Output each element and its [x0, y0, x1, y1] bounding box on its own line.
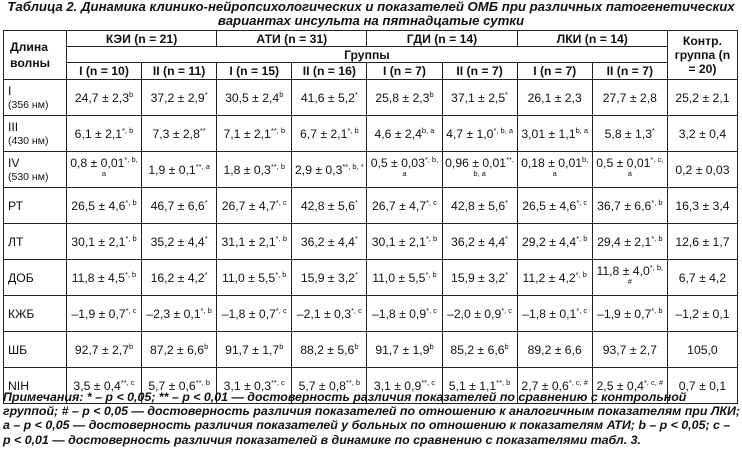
value-cell: 25,2 ± 2,1: [667, 80, 737, 116]
significance-marker: *: [354, 89, 358, 99]
significance-marker: *, b: [275, 233, 287, 243]
significance-marker: *, b: [651, 197, 663, 207]
value-cell: $29,4 \pm 2,1^{*, b}$: [592, 224, 667, 260]
value-cell: $7,1 \pm 2,1^{**, b}$: [217, 116, 292, 152]
significance-marker: **, b: [496, 377, 511, 387]
value-cell: 89,2 ± 6,6: [517, 332, 592, 368]
subgroup-header: I (n = 7): [517, 63, 592, 80]
table-row: [4, 116, 738, 152]
value-cell: 27,7 ± 2,8: [592, 80, 667, 116]
value-cell: $-1,9 \pm 0,7^{*, b}$: [592, 296, 667, 332]
significance-marker: *, b: [125, 233, 137, 243]
value-cell: $0,5 \pm 0,01^{*, c, a}$: [592, 152, 667, 188]
table-row: [4, 188, 738, 224]
value-cell: $11,2 \pm 4,2^{*, b}$: [517, 260, 592, 296]
value-cell: $2,9 \pm 0,3^{**, b, *}$: [292, 152, 367, 188]
significance-marker: **, b: [195, 377, 210, 387]
table-caption: Таблица 2. Динамика клинико-нейропсихологических и показателей ОМБ при различных патогенетических вариантах инсульта на пятнадцатые сутки: [7, 0, 735, 28]
significance-marker: b, a: [552, 154, 589, 178]
value-cell: $-1,8 \pm 0,1^{*, c}$: [517, 296, 592, 332]
value-cell: $11,0 \pm 5,5^{*, b}$: [217, 260, 292, 296]
value-cell: $11,8 \pm 4,0^{*, b, \#}$: [592, 260, 667, 296]
significance-marker: *, c: [350, 305, 362, 315]
significance-marker: *, b: [575, 269, 587, 279]
value-cell: 5,8 ± 1,3*: [592, 116, 667, 152]
subgroup-header: I (n = 10): [66, 63, 141, 80]
value-cell: 88,2 ± 5,6$^b$: [292, 332, 367, 368]
significance-marker: *, b: [124, 269, 137, 279]
row-label: NIH: [4, 368, 67, 404]
significance-marker: *, c: [426, 305, 437, 315]
significance-marker: *: [505, 89, 509, 99]
significance-marker: b, a: [421, 125, 435, 135]
value-cell: $6,7 \pm 2,1^{*, b}$: [292, 116, 367, 152]
significance-marker: *, c, a: [627, 154, 664, 178]
value-cell: $2,5 \pm 0,4^{*, c, \#}$: [592, 368, 667, 404]
subgroup-header: II (n = 7): [592, 63, 667, 80]
row-label: ДОБ: [4, 260, 67, 296]
significance-marker: *, b: [651, 305, 663, 315]
row-label: IV (530 нм): [4, 152, 67, 188]
value-cell: 87,2 ± 6,6$^b$: [142, 332, 217, 368]
value-cell: 91,7 ± 1,7$^b$: [217, 332, 292, 368]
significance-marker: b, a: [575, 125, 589, 135]
value-cell: $11,8 \pm 4,5^{*, b}$: [66, 260, 141, 296]
significance-marker: **, c: [120, 377, 135, 387]
significance-marker: **: [199, 125, 206, 135]
value-cell: 36,2 ± 4,4*: [292, 224, 367, 260]
value-cell: 85,2 ± 6,6$^b$: [442, 332, 517, 368]
value-cell: 37,2 ± 2,9*: [142, 80, 217, 116]
value-cell: $3,1 \pm 0,9^{**, c}$: [367, 368, 442, 404]
value-cell: $36,7 \pm 6,6^{*, b}$: [592, 188, 667, 224]
significance-marker: *, c: [125, 305, 137, 315]
value-cell: –1,2 ± 0,1: [667, 296, 737, 332]
value-cell: 93,7 ± 2,7: [592, 332, 667, 368]
significance-marker: *, c: [275, 197, 287, 207]
significance-marker: *, b, #: [627, 262, 664, 286]
significance-marker: *: [204, 197, 208, 207]
significance-marker: b: [128, 89, 134, 99]
significance-marker: **, a: [195, 161, 210, 171]
significance-marker: *: [354, 197, 358, 207]
significance-marker: b: [128, 341, 134, 351]
data-table: [3, 30, 738, 404]
significance-marker: b: [204, 341, 209, 351]
significance-marker: *: [652, 125, 655, 135]
variant-header: КЭИ (n = 21): [66, 31, 216, 47]
value-cell: 3,2 ± 0,4: [667, 116, 737, 152]
value-cell: $26,7 \pm 4,7^{*, c}$: [367, 188, 442, 224]
value-cell: 16,3 ± 3,4: [667, 188, 737, 224]
significance-marker: *, b, a: [101, 154, 138, 178]
value-cell: 105,0: [667, 332, 737, 368]
subgroup-header: I (n = 15): [217, 63, 292, 80]
row-label: РТ: [4, 188, 67, 224]
significance-marker: b: [279, 89, 284, 99]
value-cell: $3,5 \pm 0,4^{**, c}$: [66, 368, 141, 404]
value-cell: $26,5 \pm 4,6^{*, b}$: [66, 188, 141, 224]
value-cell: 25,8 ± 2,3$^b$: [367, 80, 442, 116]
significance-marker: **, b: [345, 377, 361, 387]
table-row: [4, 80, 738, 116]
value-cell: $3,1 \pm 0,3^{**, c}$: [217, 368, 292, 404]
significance-marker: b: [429, 89, 434, 99]
value-cell: $-2,0 \pm 0,9^{*, c}$: [442, 296, 517, 332]
value-cell: $-1,9 \pm 0,7^{*, c}$: [66, 296, 141, 332]
value-cell: 24,7 ± 2,3$^b$: [66, 80, 141, 116]
value-cell: $1,9 \pm 0,1^{**, a}$: [142, 152, 217, 188]
table-row: [4, 296, 738, 332]
value-cell: 37,1 ± 2,5*: [442, 80, 517, 116]
table-row: [4, 224, 738, 260]
value-cell: 0,7 ± 0,1: [667, 368, 737, 404]
variant-header: АТИ (n = 31): [217, 31, 367, 47]
significance-marker: *, b, a: [402, 154, 439, 178]
value-cell: $11,0 \pm 5,5^{*, b}$: [367, 260, 442, 296]
significance-marker: b: [429, 341, 434, 351]
subgroup-header: II (n = 11): [142, 63, 217, 80]
table-row: [4, 332, 738, 368]
significance-marker: *, b: [347, 125, 359, 135]
significance-marker: *, c: [501, 305, 513, 315]
row-label: ЛТ: [4, 224, 67, 260]
significance-marker: *: [505, 197, 509, 207]
subgroup-header: II (n = 16): [292, 63, 367, 80]
value-cell: $4,6 \pm 2,4^{b, a}$: [367, 116, 442, 152]
value-cell: 42,8 ± 5,6*: [442, 188, 517, 224]
subgroup-header: I (n = 7): [367, 63, 442, 80]
value-cell: 12,6 ± 1,7: [667, 224, 737, 260]
row-label: III (430 нм): [4, 116, 67, 152]
significance-marker: *, c, #: [643, 377, 664, 387]
value-cell: $5,1 \pm 1,1^{**, b}$: [442, 368, 517, 404]
value-cell: 30,5 ± 2,4$^b$: [217, 80, 292, 116]
value-cell: $3,01 \pm 1,1^{b, a}$: [517, 116, 592, 152]
table-row: [4, 152, 738, 188]
value-cell: 91,7 ± 1,9$^b$: [367, 332, 442, 368]
significance-marker: *, b: [122, 125, 134, 135]
significance-marker: *: [204, 233, 208, 243]
value-cell: 0,2 ± 0,03: [667, 152, 737, 188]
value-cell: 46,7 ± 6,6*: [142, 188, 217, 224]
value-cell: $5,7 \pm 0,8^{**, b}$: [292, 368, 367, 404]
value-cell: $-2,1 \pm 0,3^{*, c}$: [292, 296, 367, 332]
significance-marker: **, b, a: [473, 154, 514, 178]
value-cell: 92,7 ± 2,7$^b$: [66, 332, 141, 368]
significance-marker: *, b: [576, 233, 588, 243]
significance-marker: *, b: [425, 269, 437, 279]
value-cell: $5,7 \pm 0,6^{**, b}$: [142, 368, 217, 404]
table-notes: Примечания: * – p < 0,05; ** – p < 0,01 — достоверность различия показателей по сравнению с контрольной группой; # – p < 0,05 — достоверность различия показателей по отношению к аналогичным показателям при ЛКИ; a – p < 0,05 — достоверность различия показателей у больных по отношению к показателям АТИ; b – p < 0,05; c – p < 0,01 — достоверность различия показателей в динамике по сравнению с показателями табл. 3.: [3, 390, 741, 447]
value-cell: $1,8 \pm 0,3^{**, b}$: [217, 152, 292, 188]
wave-length-header: Длина волны: [4, 31, 67, 80]
value-cell: 15,9 ± 3,2*: [442, 260, 517, 296]
value-cell: $30,1 \pm 2,1^{*, b}$: [66, 224, 141, 260]
significance-marker: *, c: [576, 305, 588, 315]
significance-marker: *, c, #: [568, 377, 588, 387]
significance-marker: *, b: [425, 233, 438, 243]
significance-marker: b: [504, 341, 509, 351]
significance-marker: *, b: [200, 305, 212, 315]
significance-marker: *, c: [576, 197, 588, 207]
significance-marker: **, b: [270, 125, 285, 135]
value-cell: $-1,8 \pm 0,9^{*, c}$: [367, 296, 442, 332]
value-cell: 7,3 ± 2,8**: [142, 116, 217, 152]
value-cell: 26,1 ± 2,3: [517, 80, 592, 116]
variant-header: ЛКИ (n = 14): [517, 31, 667, 47]
significance-marker: *: [354, 233, 358, 243]
significance-marker: *, b, a: [493, 125, 514, 135]
significance-marker: *, c: [426, 197, 437, 207]
significance-marker: *, b: [275, 269, 287, 279]
significance-marker: *, c: [275, 305, 287, 315]
value-cell: $2,7 \pm 0,6^{*, c, \#}$: [517, 368, 592, 404]
value-cell: 35,2 ± 4,4*: [142, 224, 217, 260]
value-cell: 41,6 ± 5,2*: [292, 80, 367, 116]
value-cell: $26,5 \pm 4,6^{*, c}$: [517, 188, 592, 224]
value-cell: 16,2 ± 4,2*: [142, 260, 217, 296]
significance-marker: *: [505, 269, 509, 279]
significance-marker: b: [279, 341, 284, 351]
significance-marker: **, b: [270, 161, 285, 171]
significance-marker: **, b, *: [342, 161, 364, 171]
row-label: I (356 нм): [4, 80, 67, 116]
value-cell: 15,9 ± 3,2*: [292, 260, 367, 296]
value-cell: $0,8 \pm 0,01^{*, b, a}$: [66, 152, 141, 188]
value-cell: $6,1 \pm 2,1^{*, b}$: [66, 116, 141, 152]
value-cell: $0,5 \pm 0,03^{*, b, a}$: [367, 152, 442, 188]
significance-marker: **, c: [421, 377, 436, 387]
value-cell: 36,2 ± 4,4*: [442, 224, 517, 260]
significance-marker: *: [204, 89, 208, 99]
value-cell: 42,8 ± 5,6*: [292, 188, 367, 224]
significance-marker: *, b: [125, 197, 137, 207]
value-cell: $-1,8 \pm 0,7^{*, c}$: [217, 296, 292, 332]
value-cell: $4,7 \pm 1,0^{*, b, a}$: [442, 116, 517, 152]
significance-marker: *: [354, 269, 358, 279]
value-cell: 6,7 ± 4,2: [667, 260, 737, 296]
value-cell: $0,18 \pm 0,01^{b, a}$: [517, 152, 592, 188]
significance-marker: *, b: [651, 233, 663, 243]
variant-header: ГДИ (n = 14): [367, 31, 517, 47]
row-label: КЖБ: [4, 296, 67, 332]
significance-marker: b: [354, 341, 359, 351]
value-cell: $30,1 \pm 2,1^{*, b}$: [367, 224, 442, 260]
value-cell: $29,2 \pm 4,4^{*, b}$: [517, 224, 592, 260]
significance-marker: *: [505, 233, 509, 243]
value-cell: $0,96 \pm 0,01^{**, b, a}$: [442, 152, 517, 188]
significance-marker: *: [204, 269, 208, 279]
subgroup-header: II (n = 7): [442, 63, 517, 80]
control-group-header: Контр. группа (n = 20): [667, 31, 737, 80]
groups-header: Группы: [66, 47, 667, 63]
value-cell: $26,7 \pm 4,7^{*, c}$: [217, 188, 292, 224]
significance-marker: **, c: [271, 377, 285, 387]
row-label: ШБ: [4, 332, 67, 368]
value-cell: $-2,3 \pm 0,1^{*, b}$: [142, 296, 217, 332]
value-cell: $31,1 \pm 2,1^{*, b}$: [217, 224, 292, 260]
table-row: [4, 260, 738, 296]
